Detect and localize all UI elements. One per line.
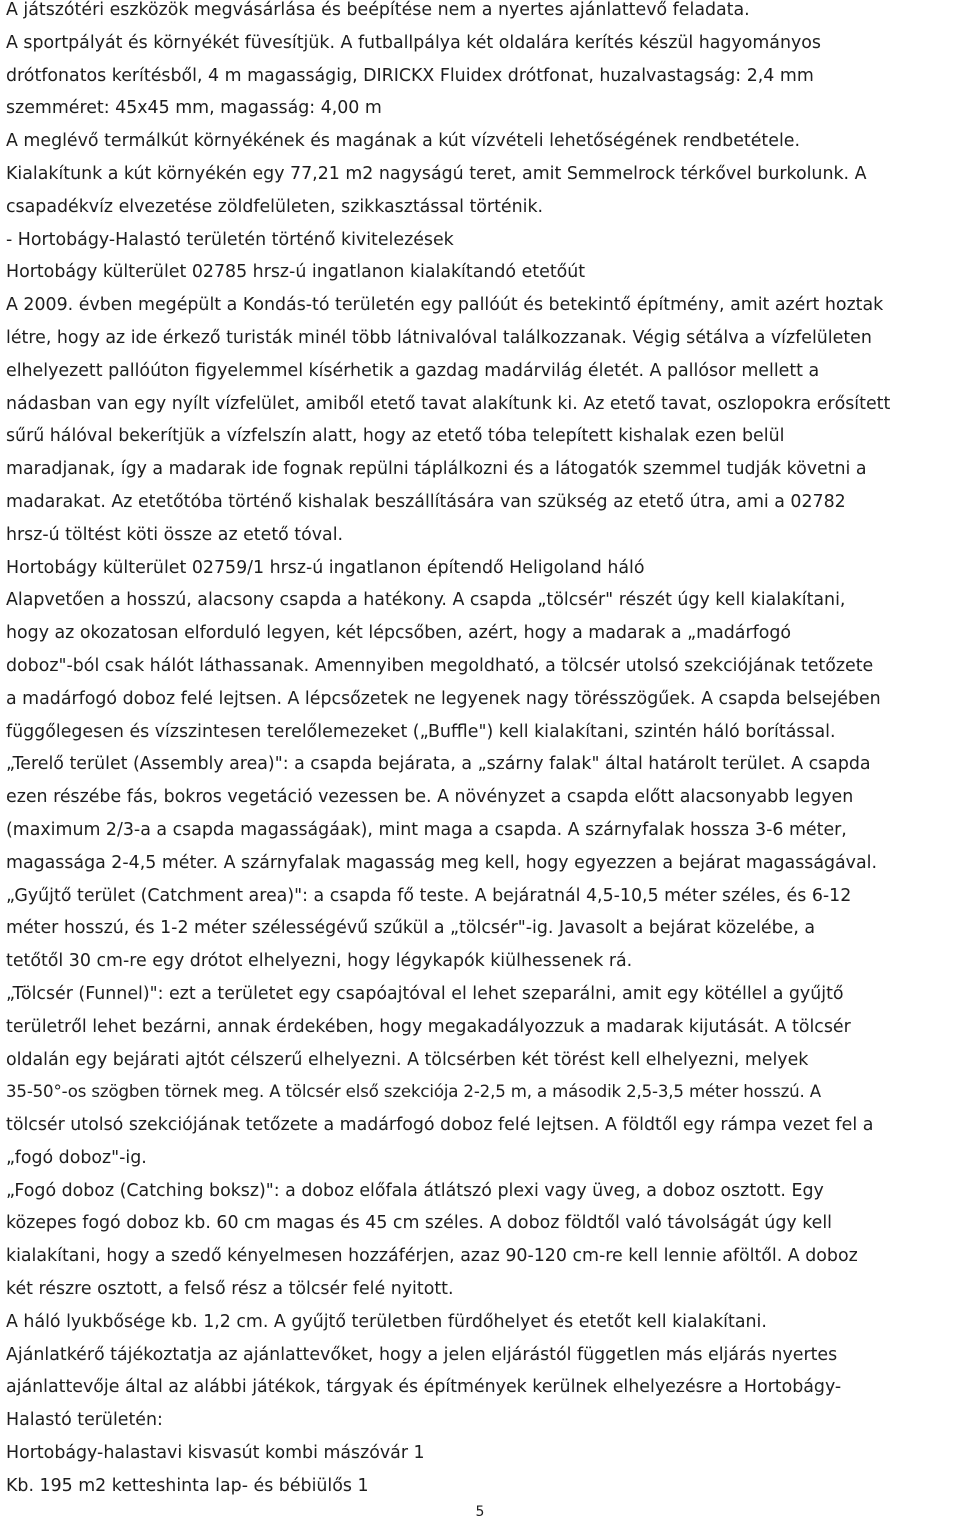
body-text [6, 0, 957, 1503]
text-line: (maximum 2/3-a a csapda magasságáak), mint maga a csapda. A szárnyfalak hossza 3-6 méter, [6, 819, 847, 840]
text-line: hrsz-ú töltést köti össze az etető tóval. [6, 524, 344, 545]
text-line: Ajánlatkérő tájékoztatja az ajánlattevőket, hogy a jelen eljárástól független más eljárás nyertes [6, 1344, 838, 1365]
text-line: Kb. 195 m2 ketteshinta lap- és bébiülős 1 [6, 1475, 369, 1496]
text-line: Hortobágy külterület 02759/1 hrsz-ú ingatlanon építendő Heligoland háló [6, 557, 645, 578]
text-line: „Gyűjtő terület (Catchment area)": a csapda fő teste. A bejáratnál 4,5-10,5 méter széles, és 6-12 [6, 885, 852, 906]
text-line: Alapvetően a hosszú, alacsony csapda a hatékony. A csapda „tölcsér" részét úgy kell kialakítani, [6, 590, 846, 611]
text-line: A játszótéri eszközök megvásárlása és beépítése nem a nyertes ajánlattevő feladata. [6, 0, 750, 20]
text-line: szemméret: 45x45 mm, magasság: 4,00 m [6, 98, 382, 119]
text-line: ajánlattevője által az alábbi játékok, tárgyak és építmények kerülnek elhelyezésre a Hortobágy- [6, 1377, 842, 1398]
text-line: a madárfogó doboz felé lejtsen. A lépcsőzetek ne legyenek nagy törésszögűek. A csapda belsejében [6, 688, 881, 709]
text-line: létre, hogy az ide érkező turisták minél több látnivalóval találkozzanak. Végig sétálva a vízfelületen [6, 327, 872, 348]
text-line: madarakat. Az etetőtóba történő kishalak beszállítására van szükség az etető útra, ami a 02782 [6, 491, 846, 512]
text-line: - Hortobágy-Halastó területén történő kivitelezések [6, 229, 454, 250]
text-line: tölcsér utolsó szekciójának tetőzete a madárfogó doboz felé lejtsen. A földtől egy rámpa vezet fel a [6, 1115, 874, 1136]
text-line: A 2009. évben megépült a Kondás-tó területén egy pallóút és betekintő építmény, amit azért hoztak [6, 295, 884, 316]
text-line: Kialakítunk a kút környékén egy 77,21 m2 nagyságú teret, amit Semmelrock térkővel burkolunk. A [6, 163, 867, 184]
text-line: A sportpályát és környékét füvesítjük. A futballpálya két oldalára kerítés készül hagyományos [6, 32, 821, 53]
text-line: Hortobágy külterület 02785 hrsz-ú ingatlanon kialakítandó etetőút [6, 262, 586, 283]
text-line: tetőtől 30 cm-re egy drótot elhelyezni, hogy légykapók kiülhessenek rá. [6, 951, 633, 972]
text-line: Halastó területén: [6, 1410, 163, 1431]
page-number: 5 [475, 1504, 485, 1520]
text-line: két részre osztott, a felső rész a tölcsér felé nyitott. [6, 1279, 454, 1300]
text-line: oldalán egy bejárati ajtót célszerű elhelyezni. A tölcsérben két törést kell elhelyezni, melyek [6, 1049, 809, 1070]
text-line: maradjanak, így a madarak ide fognak repülni táplálkozni és a látogatók szemmel tudják követni a [6, 459, 867, 480]
text-line: drótfonatos kerítésből, 4 m magasságig, DIRICKX Fluidex drótfonat, huzalvastagság: 2,4 mm [6, 65, 814, 86]
text-line: méter hosszú, és 1-2 méter szélességévű szűkül a „tölcsér"-ig. Javasolt a bejárat közelébe, a [6, 918, 816, 939]
text-line: nádasban van egy nyílt vízfelület, amiből etető tavat alakítunk ki. Az etető tavat, oszlopokra erősített [6, 393, 891, 414]
text-line: sűrű hálóval bekerítjük a vízfelszín alatt, hogy az etető tóba telepített kishalak ezen belül [6, 426, 785, 447]
text-line: területről lehet bezárni, annak érdekében, hogy megakadályozzuk a madarak kijutását. A tölcsér [6, 1016, 851, 1037]
text-line: 35-50°-os szögben törnek meg. A tölcsér első szekciója 2-2,5 m, a második 2,5-3,5 méter hosszú. A [6, 1082, 821, 1102]
text-line: csapadékvíz elvezetése zöldfelületen, szikkasztással történik. [6, 196, 544, 217]
text-line: „Fogó doboz (Catching boksz)": a doboz előfala átlátszó plexi vagy üveg, a doboz osztott. Egy [6, 1180, 824, 1201]
text-line: „Tölcsér (Funnel)": ezt a területet egy csapóajtóval el lehet szeparálni, amit egy kötéllel a gyűjtő [6, 983, 844, 1004]
text-line: A háló lyukbősége kb. 1,2 cm. A gyűjtő területben fürdőhelyet és etetőt kell kialakítani. [6, 1311, 767, 1332]
text-line: függőlegesen és vízszintesen terelőlemezeket („Buffle") kell kialakítani, szintén háló borítással. [6, 721, 836, 742]
text-line: A meglévő termálkút környékének és magának a kút vízvételi lehetőségének rendbetétele. [6, 131, 800, 152]
text-line: doboz"-ból csak hálót láthassanak. Amennyiben megoldható, a tölcsér utolsó szekciójának tetőzete [6, 655, 874, 676]
text-line: „fogó doboz"-ig. [6, 1147, 147, 1168]
text-line: közepes fogó doboz kb. 60 cm magas és 45 cm széles. A doboz földtől való távolságát úgy kell [6, 1213, 833, 1234]
text-line: Hortobágy-halastavi kisvasút kombi mászóvár 1 [6, 1443, 425, 1464]
text-line: ezen részébe fás, bokros vegetáció vezessen be. A növényzet a csapda előtt alacsonyabb legyen [6, 787, 854, 808]
text-line: „Terelő terület (Assembly area)": a csapda bejárata, a „szárny falak" által határolt terület. A csapda [6, 754, 871, 775]
text-line: magassága 2-4,5 méter. A szárnyfalak magasság meg kell, hogy egyezzen a bejárat magasságával. [6, 852, 877, 873]
text-line: hogy az okozatosan elforduló legyen, két lépcsőben, azért, hogy a madarak a „madárfogó [6, 623, 792, 644]
text-line: elhelyezett pallóúton figyelemmel kísérhetik a gazdag madárvilág életét. A pallósor mellett a [6, 360, 820, 381]
text-line: kialakítani, hogy a szedő kényelmesen hozzáférjen, azaz 90-120 cm-re kell lennie aföltől. A doboz [6, 1246, 858, 1267]
